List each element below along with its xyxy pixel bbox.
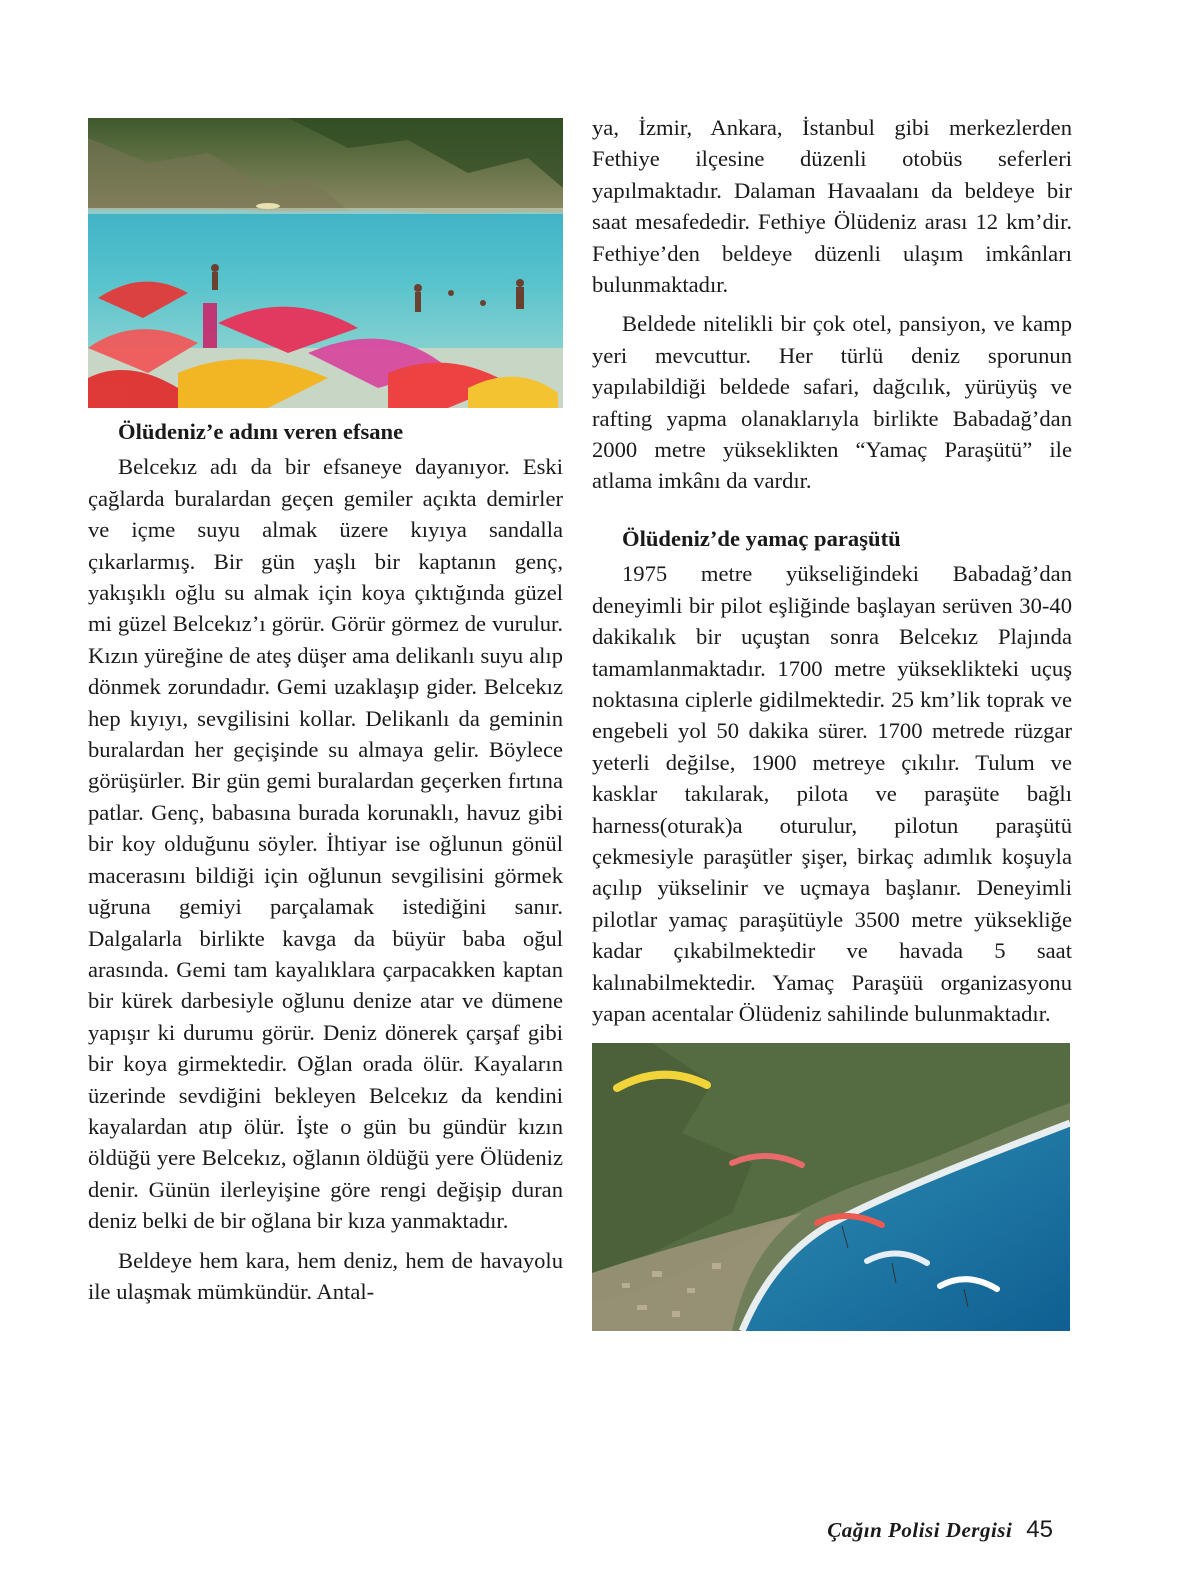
paragliding-photo: [592, 1043, 1070, 1331]
page-footer: [827, 1510, 1053, 1550]
transport-paragraph-continued: ya, İzmir, Ankara, İstanbul gibi merkezlerden Fethiye ilçesine düzenli otobüs seferleri yapılmaktadır. Dalaman Havaalanı da beldeye bir saat mesafededir. Fethiye Ölüdeniz arası 12 km’dir. Fethiye’den beldeye düzenli ulaşım imkânları bulunmaktadır.: [592, 115, 1072, 298]
page-number: 45: [1026, 1516, 1053, 1543]
magazine-name: Çağın Polisi Dergisi: [827, 1517, 1013, 1542]
beach-photo: [88, 118, 563, 408]
facilities-paragraph: Beldede nitelikli bir çok otel, pansiyon, ve kamp yeri mevcuttur. Her türlü deniz sporunun yapılabildiği beldede safari, dağcılık, yürüyüş ve rafting yapma olanaklarıyla birlikte Babadağ’dan 2000 metre yükseklikten “Yamaç Paraşütü” ile atlama imkânı da vardır.: [592, 311, 1072, 494]
transport-paragraph-start: Beldeye hem kara, hem deniz, hem de havayolu ile ulaşmak mümkündür. Antal-: [88, 1247, 563, 1304]
paragliding-paragraph: 1975 metre yükseliğindeki Babadağ’dan deneyimli bir pilot eşliğinde başlayan serüven 30-40 dakikalık bir uçuştan sonra Belcekız Plajında tamamlanmaktadır. 1700 metre yükseklikteki uçuş noktasına ciplerle gidilmektedir. 25 km’lik toprak ve engebeli yol 50 dakika sürer. 1700 metrede rüzgar yeterli değilse, 1900 metreye çıkılır. Tulum ve kasklar takılarak, pilota ve paraşüte bağlı harness(oturak)a oturulur, pilotun paraşütü çekmesiyle paraşütler şişer, birkaç adımlık koşuyla açılıp yükselinir ve uçmaya başlanır. Deneyimli pilotlar yamaç paraşütüyle 3500 metre yüksekliğe kadar çıkabilmektedir ve havada 5 saat kalınabilmektedir. Yamaç Paraşüü organizasyonu yapan acentalar Ölüdeniz sahilinde bulunmaktadır.: [592, 561, 1072, 1026]
section-heading-legend: Ölüdeniz’e adını veren efsane: [118, 419, 404, 444]
section-heading-paragliding: Ölüdeniz’de yamaç paraşütü: [622, 525, 901, 551]
legend-paragraph: Belcekız adı da bir efsaneye dayanıyor. Eski çağlarda buralardan geçen gemiler açıkta demirler ve içme suyu almak üzere kıyıya sandalla çıkarlarmış. Bir gün yaşlı bir kaptanın genç, yakışıklı oğlu su almak için koya çıktığında güzel mi güzel Belcekız’ı görür. Görür görmez de vurulur. Kızın yüreğine de ateş düşer ama delikanlı suyu alıp dönmek zorundadır. Gemi uzaklaşıp gider. Belcekız hep kıyıyı, sevgilisini kollar. Delikanlı da geminin buralardan her geçişinde su almaya gelir. Böylece görüşürler. Bir gün gemi buralardan geçerken fırtına patlar. Genç, babasına burada korunaklı, havuz gibi bir koy olduğunu söyler. İhtiyar ise oğlunun gönül macerasını bildiği için oğlunun sevgilisini görmek uğruna gemiyi parçalamak istediğini sanır. Dalgalarla birlikte kavga da büyür baba oğul arasında. Gemi tam kayalıklara çarpacakken kaptan bir kürek darbesiyle oğlunu denize atar ve dümene yapışır ki durumu görür. Deniz dönerek çarşaf gibi bir koya girmektedir. Oğlan orada ölür. Kayaların üzerinde sevdiğini bekleyen Belcekız da kendini kayalardan atıp ölür. İşte o gün bu gündür kızın öldüğü yere Belcekız, oğlanın öldüğü yere Ölüdeniz denir. Günün ilerleyişine göre rengi değişip duran deniz belki de bir oğlana bir kıza yanmaktadır.: [88, 454, 563, 1234]
left-column: [88, 112, 563, 1307]
right-column: [592, 112, 1072, 1331]
